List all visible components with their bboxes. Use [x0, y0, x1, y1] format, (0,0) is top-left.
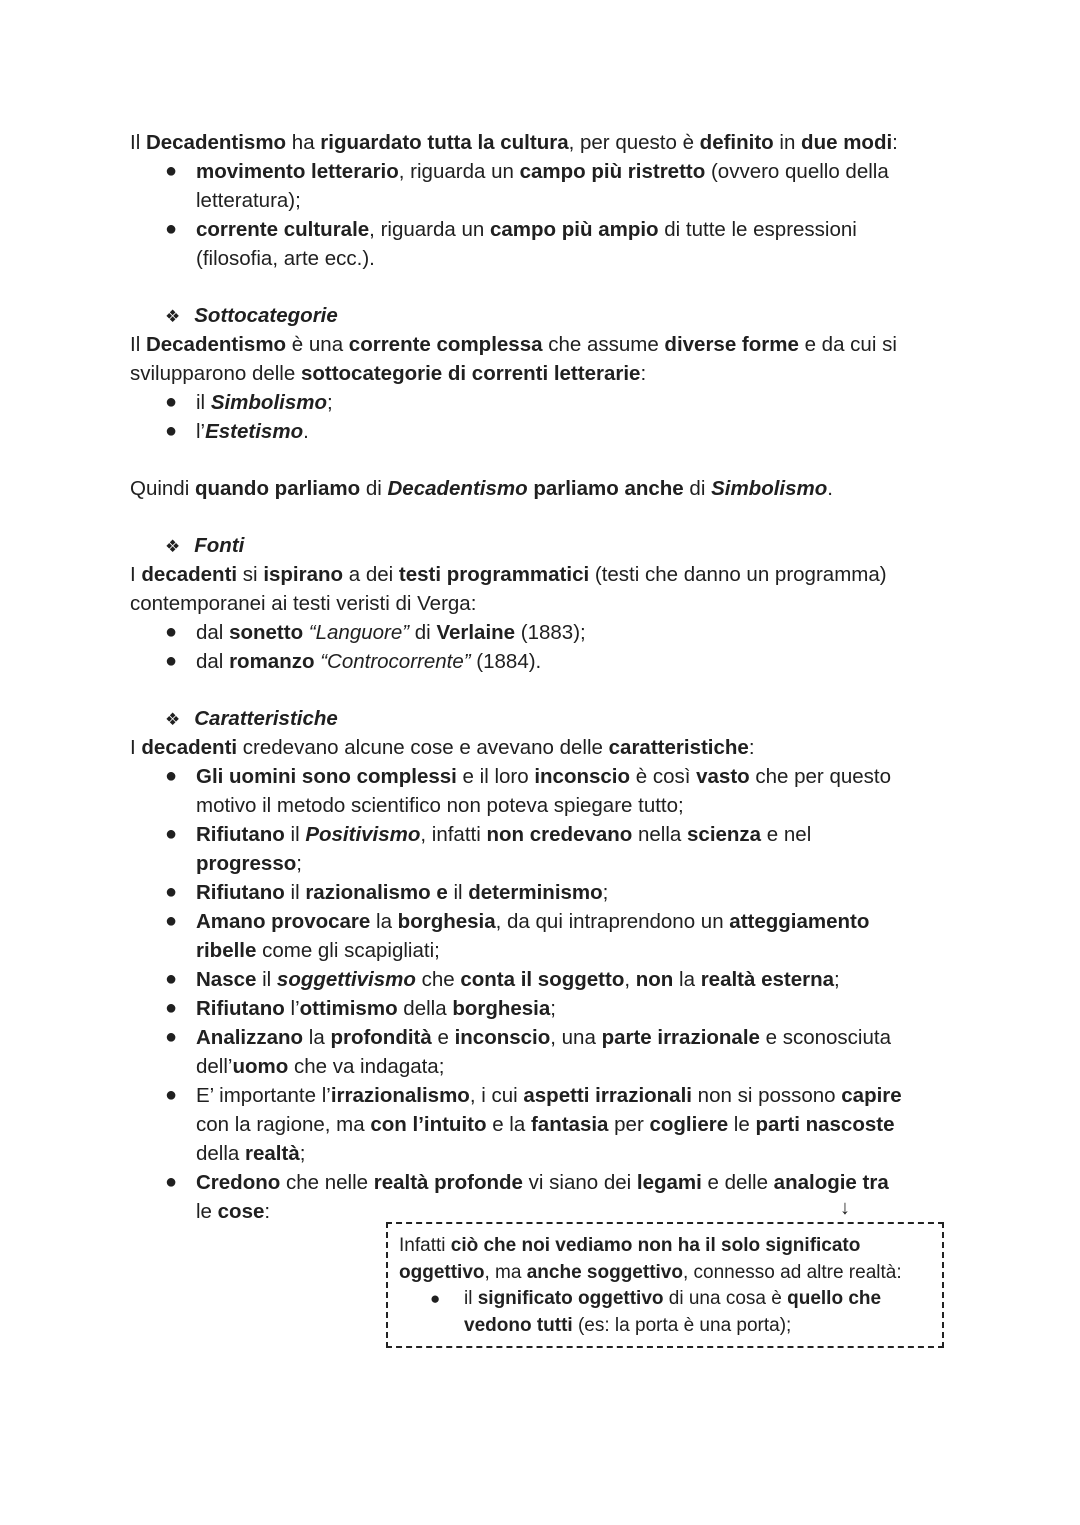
bullet-icon: ●	[165, 997, 178, 1019]
list-item: Rifiutano l’ottimismo della borghesia;	[196, 997, 556, 1020]
list-item: Analizzano la profondità e inconscio, una parte irrazionale e sconosciuta	[196, 1026, 891, 1049]
paragraph-line: Quindi quando parliamo di Decadentismo parliamo anche di Simbolismo.	[130, 477, 833, 500]
list-item-continuation: progresso;	[196, 852, 302, 875]
list-item: il Simbolismo;	[196, 391, 333, 414]
bullet-icon: ●	[165, 650, 178, 672]
bullet-icon: ●	[165, 823, 178, 845]
list-item: Credono che nelle realtà profonde vi siano dei legami e delle analogie tra	[196, 1171, 889, 1194]
bullet-icon: ●	[165, 160, 178, 182]
paragraph-line: svilupparono delle sottocategorie di correnti letterarie:	[130, 362, 647, 385]
bullet-icon: ●	[165, 1026, 178, 1048]
bullet-icon: ●	[165, 765, 178, 787]
list-item-continuation: dell’uomo che va indagata;	[196, 1055, 445, 1078]
paragraph-line: contemporanei ai testi veristi di Verga:	[130, 592, 477, 615]
bullet-icon: ●	[165, 621, 178, 643]
diamond-bullet-icon: ❖	[165, 710, 181, 729]
list-item: corrente culturale, riguarda un campo più ampio di tutte le espressioni	[196, 218, 857, 241]
section-heading: ❖ Caratteristiche	[165, 707, 338, 730]
note-box	[386, 1222, 944, 1348]
list-item: dal sonetto “Languore” di Verlaine (1883);	[196, 621, 586, 644]
note-list-item-continuation: vedono tutti (es: la porta è una porta);	[464, 1314, 792, 1336]
intro-line: Il Decadentismo ha riguardato tutta la cultura, per questo è definito in due modi:	[130, 131, 898, 154]
bullet-icon: ●	[165, 881, 178, 903]
list-item: l’Estetismo.	[196, 420, 309, 443]
list-item: movimento letterario, riguarda un campo più ristretto (ovvero quello della	[196, 160, 889, 183]
paragraph-line: I decadenti si ispirano a dei testi programmatici (testi che danno un programma)	[130, 563, 887, 586]
bullet-icon: ●	[165, 1171, 178, 1193]
diamond-bullet-icon: ❖	[165, 537, 181, 556]
list-item-continuation: della realtà;	[196, 1142, 306, 1165]
bullet-icon: ●	[165, 968, 178, 990]
note-line: Infatti ciò che noi vediamo non ha il solo significato	[399, 1235, 861, 1256]
list-item-continuation: ribelle come gli scapigliati;	[196, 939, 440, 962]
bullet-icon: ●	[165, 420, 178, 442]
section-heading: ❖ Fonti	[165, 534, 245, 557]
list-item: Amano provocare la borghesia, da qui intraprendono un atteggiamento	[196, 910, 870, 933]
bullet-icon: ●	[430, 1289, 441, 1308]
list-item: dal romanzo “Controcorrente” (1884).	[196, 650, 542, 673]
list-item-continuation: le cose:	[196, 1200, 271, 1223]
note-list-item: il significato oggettivo di una cosa è quello che	[464, 1288, 882, 1309]
list-item-continuation: motivo il metodo scientifico non poteva spiegare tutto;	[196, 794, 684, 817]
list-item-continuation: con la ragione, ma con l’intuito e la fantasia per cogliere le parti nascoste	[196, 1113, 895, 1136]
list-item: Gli uomini sono complessi e il loro inconscio è così vasto che per questo	[196, 765, 892, 788]
paragraph-line: I decadenti credevano alcune cose e avevano delle caratteristiche:	[130, 736, 755, 759]
bullet-icon: ●	[165, 391, 178, 413]
paragraph-line: Il Decadentismo è una corrente complessa che assume diverse forme e da cui si	[130, 333, 897, 356]
list-item: Nasce il soggettivismo che conta il soggetto, non la realtà esterna;	[196, 968, 840, 991]
list-item: E’ importante l’irrazionalismo, i cui aspetti irrazionali non si possono capire	[196, 1084, 902, 1107]
list-item-continuation: (filosofia, arte ecc.).	[196, 247, 375, 270]
down-arrow-icon: ↓	[840, 1197, 850, 1219]
bullet-icon: ●	[165, 910, 178, 932]
list-item: Rifiutano il Positivismo, infatti non credevano nella scienza e nel	[196, 823, 812, 846]
bullet-icon: ●	[165, 1084, 178, 1106]
list-item: Rifiutano il razionalismo e il determinismo;	[196, 881, 609, 904]
section-heading: ❖ Sottocategorie	[165, 304, 338, 327]
list-item-continuation: letteratura);	[196, 189, 301, 212]
note-line: oggettivo, ma anche soggettivo, connesso ad altre realtà:	[399, 1261, 902, 1283]
bullet-icon: ●	[165, 218, 178, 240]
diamond-bullet-icon: ❖	[165, 307, 181, 326]
